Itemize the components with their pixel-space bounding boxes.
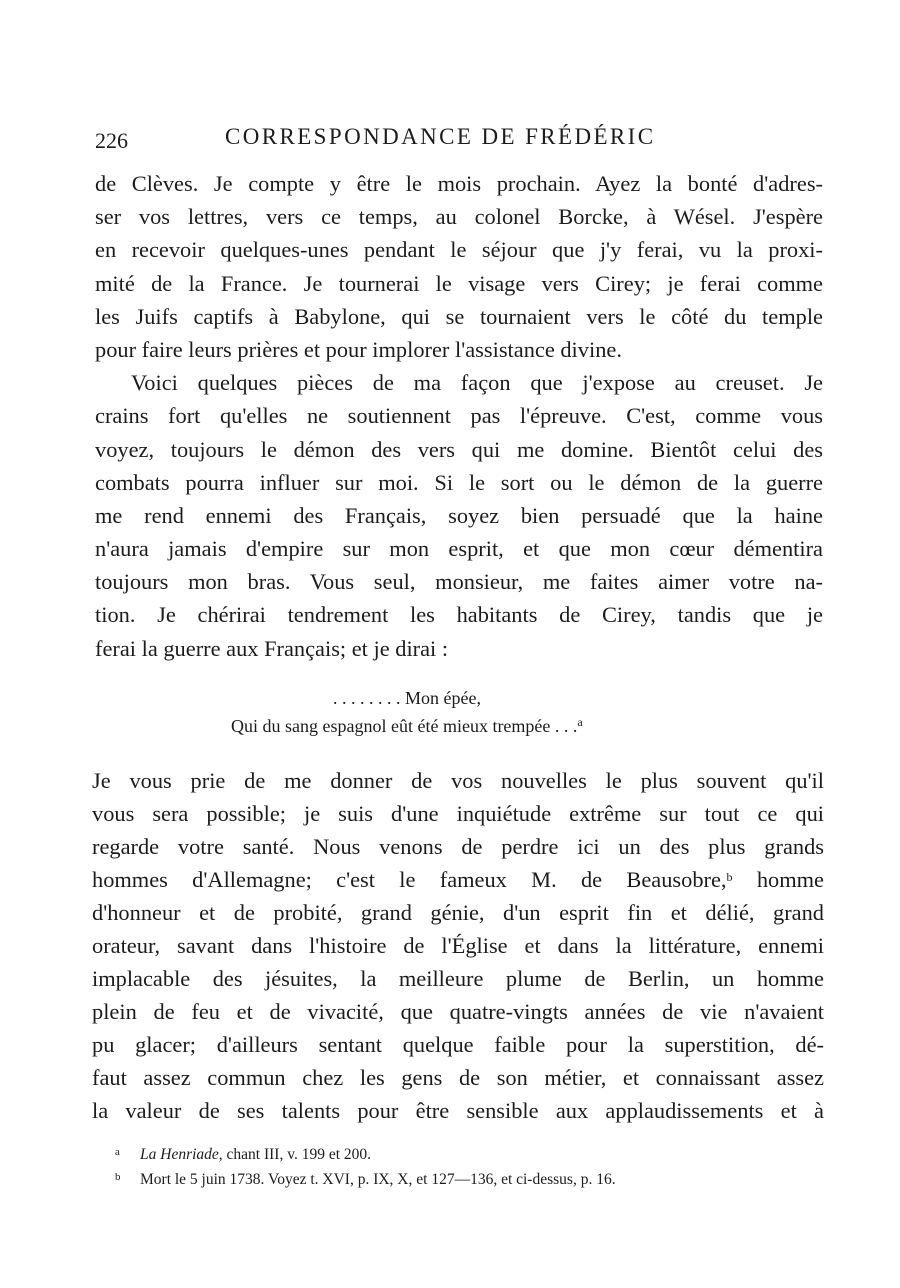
footnote-mark: a [115,1146,120,1158]
footnote-text: chant III, v. 199 et 200. [222,1146,372,1163]
text-line: toujours mon bras. Vous seul, monsieur, me faites aimer votre na- [95,569,823,595]
footnote [115,1142,815,1167]
text-line: me rend ennemi des Français, soyez bien persuadé que la haine [95,502,823,528]
text-line: voyez, toujours le démon des vers qui me domine. Bientôt celui des [95,436,823,462]
verse-line [231,712,583,740]
footnote-title: La Henriade, [140,1146,223,1163]
text-line: ferai la guerre aux Français; et je dirai : [95,635,449,661]
footnote-reference: a [577,715,583,729]
text-segment: hommes d'Allemagne; c'est le fameux M. de Beausobre, [92,867,727,892]
text-line: tion. Je chérirai tendrement les habitants de Cirey, tandis que je [95,602,823,628]
text-line: en recevoir quelques-unes pendant le séjour que j'y ferai, vu la proxi- [95,237,823,263]
text-line: la valeur de ses talents pour être sensible aux applaudissements et à [92,1098,824,1123]
text-line: crains fort qu'elles ne soutiennent pas l'épreuve. C'est, comme vous [95,403,823,429]
text-line: pour faire leurs prières et pour implorer l'assistance divine. [95,336,622,362]
footnote [115,1167,815,1192]
text-line: orateur, savant dans l'histoire de l'Église et dans la littérature, ennemi [92,933,824,958]
text-line: de Clèves. Je compte y être le mois prochain. Ayez la bonté d'adres- [95,171,823,196]
footnote-reference: b [726,870,733,884]
main-text [95,167,823,665]
footnotes [115,1142,815,1192]
text-line: implacable des jésuites, la meilleure plume de Berlin, un homme [92,966,824,991]
text-line: d'honneur et de probité, grand génie, d'un esprit fin et délié, grand [92,900,824,925]
text-line: vous sera possible; je suis d'une inquiétude extrême sur tout ce qui [92,801,824,826]
text-line: n'aura jamais d'empire sur mon esprit, et que mon cœur démentira [95,536,823,562]
text-line: regarde votre santé. Nous venons de perdre ici un des plus grands [92,834,824,859]
text-line: ser vos lettres, vers ce temps, au colonel Borcke, à Wésel. J'espère [95,204,823,230]
footnote-mark: b [115,1171,121,1183]
text-line: mité de la France. Je tournerai le visage vers Cirey; je ferai comme [95,270,823,296]
text-line [92,863,824,896]
text-line: pu glacer; d'ailleurs sentant quelque faible pour la superstition, dé- [92,1032,824,1057]
text-line: faut assez commun chez les gens de son métier, et connaissant assez [92,1065,824,1090]
verse-line-text: Qui du sang espagnol eût été mieux trempée . . . [231,716,578,736]
page-header [95,124,823,158]
text-line: les Juifs captifs à Babylone, qui se tournaient vers le côté du temple [95,303,823,329]
text-line: Voici quelques pièces de ma façon que j'expose au creuset. Je [131,370,823,396]
verse-line: . . . . . . . . Mon épée, [333,688,481,708]
main-text-continued [92,764,824,1127]
text-line: combats pourra influer sur moi. Si le sort ou le démon de la guerre [95,469,823,495]
text-line: plein de feu et de vivacité, que quatre-vingts années de vie n'avaient [92,999,824,1024]
running-title: CORRESPONDANCE DE FRÉDÉRIC [225,124,656,149]
page-number: 226 [95,128,128,153]
text-segment: homme [756,867,824,892]
footnote-text: Mort le 5 juin 1738. Voyez t. XVI, p. IX, X, et 127—136, et ci-dessus, p. 16. [140,1171,616,1188]
text-line: Je vous prie de me donner de vos nouvelles le plus souvent qu'il [92,768,824,793]
